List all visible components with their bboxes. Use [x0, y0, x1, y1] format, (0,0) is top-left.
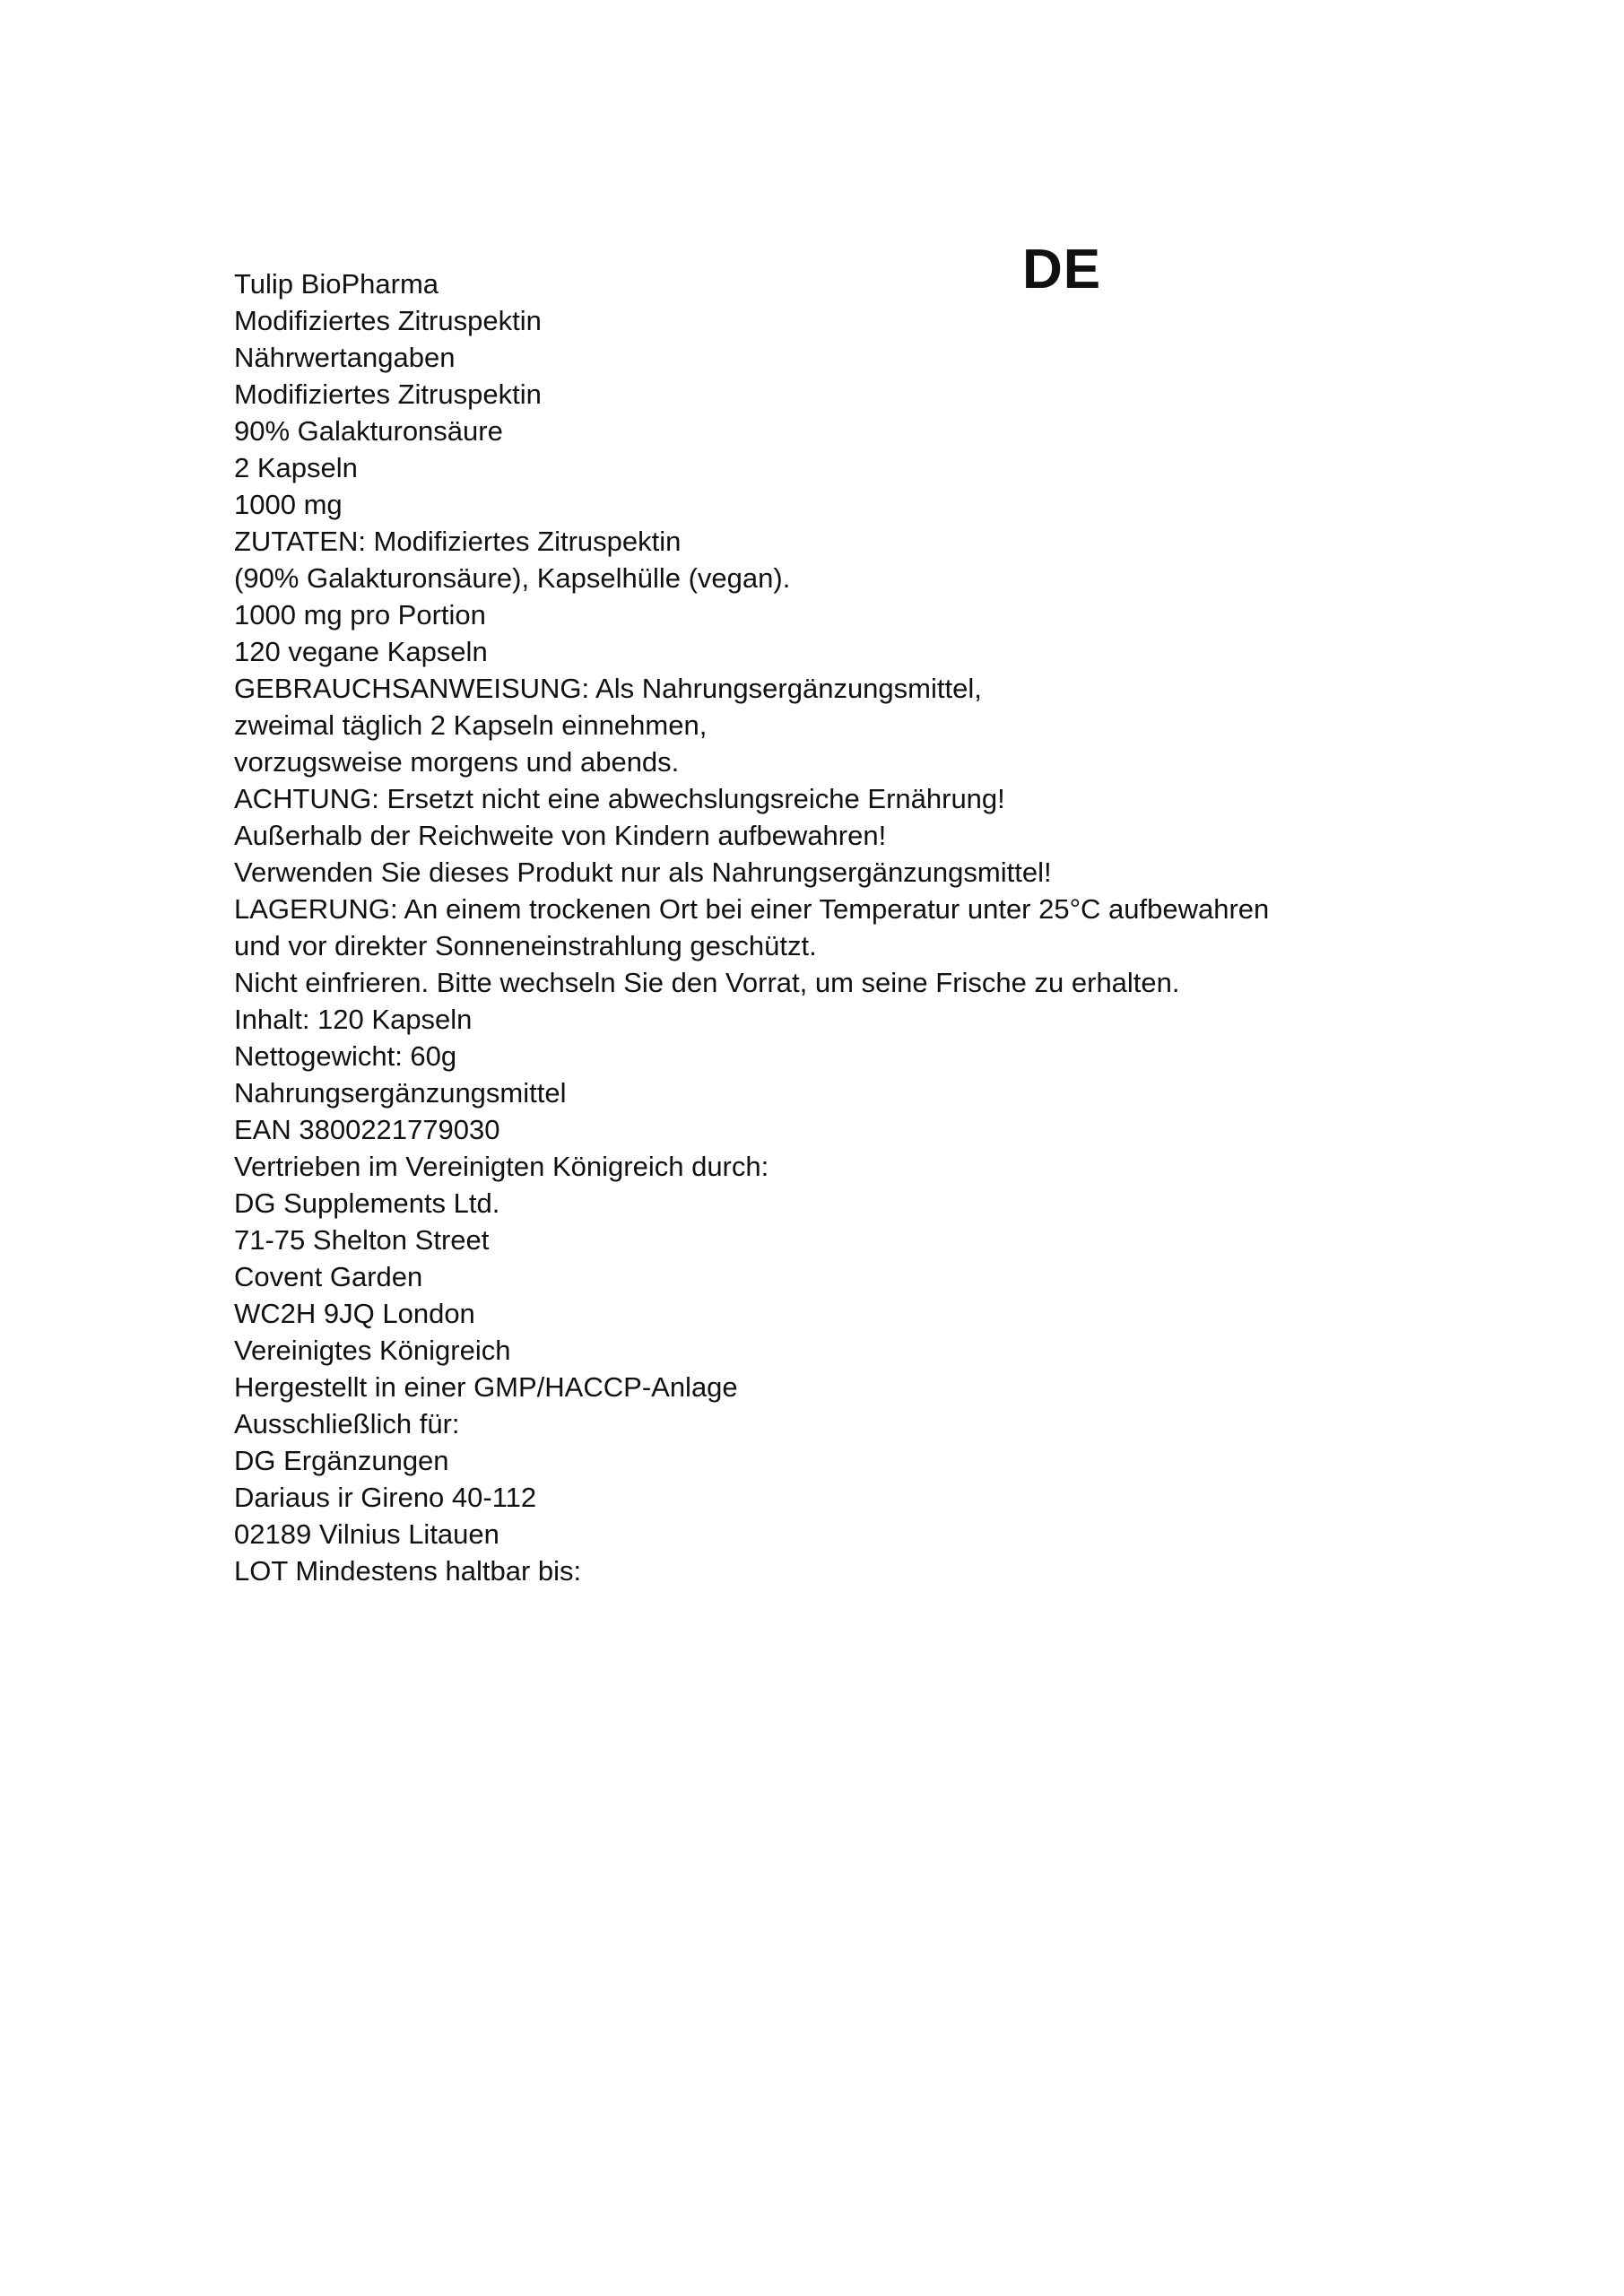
- brand-name: Tulip BioPharma: [234, 268, 439, 300]
- exclusive-address-line: DG Ergänzungen: [234, 1445, 449, 1476]
- capsule-count: 120 vegane Kapseln: [234, 636, 488, 667]
- nutrition-item: Modifiziertes Zitruspektin: [234, 378, 542, 410]
- manufacturing-note: Hergestellt in einer GMP/HACCP-Anlage: [234, 1371, 738, 1403]
- content-line: Inhalt: 120 Kapseln: [234, 1004, 473, 1035]
- net-weight: Nettogewicht: 60g: [234, 1040, 457, 1072]
- product-name: Modifiziertes Zitruspektin: [234, 305, 542, 336]
- product-category: Nahrungsergänzungsmittel: [234, 1077, 567, 1109]
- storage-line: und vor direkter Sonneneinstrahlung geschützt.: [234, 930, 817, 961]
- distributor-address-line: Covent Garden: [234, 1261, 423, 1292]
- storage-line: Nicht einfrieren. Bitte wechseln Sie den Vorrat, um seine Frische zu erhalten.: [234, 967, 1180, 998]
- distributor-address-line: Vereinigtes Königreich: [234, 1335, 511, 1366]
- serving-size: 2 Kapseln: [234, 452, 358, 483]
- exclusive-address-line: 02189 Vilnius Litauen: [234, 1518, 499, 1550]
- distributor-address-line: 71-75 Shelton Street: [234, 1224, 490, 1256]
- per-portion: 1000 mg pro Portion: [234, 599, 486, 631]
- exclusive-address-line: Dariaus ir Gireno 40-112: [234, 1482, 537, 1513]
- distributor-address-line: DG Supplements Ltd.: [234, 1187, 500, 1219]
- language-code: DE: [1022, 239, 1102, 300]
- ingredients-line: (90% Galakturonsäure), Kapselhülle (vegan).: [234, 562, 791, 594]
- usage-line: zweimal täglich 2 Kapseln einnehmen,: [234, 709, 708, 741]
- nutrition-item: 90% Galakturonsäure: [234, 415, 503, 447]
- usage-line: GEBRAUCHSANWEISUNG: Als Nahrungsergänzungsmittel,: [234, 673, 982, 704]
- warning-line: Verwenden Sie dieses Produkt nur als Nahrungsergänzungsmittel!: [234, 857, 1052, 888]
- ingredients-line: ZUTATEN: Modifiziertes Zitruspektin: [234, 526, 682, 557]
- distributor-address-line: WC2H 9JQ London: [234, 1298, 475, 1329]
- label-text-block: [234, 265, 1400, 1589]
- usage-line: vorzugsweise morgens und abends.: [234, 746, 680, 778]
- serving-amount: 1000 mg: [234, 489, 343, 520]
- nutrition-heading: Nährwertangaben: [234, 342, 456, 373]
- storage-line: LAGERUNG: An einem trockenen Ort bei einer Temperatur unter 25°C aufbewahren: [234, 893, 1270, 925]
- ean-code: EAN 3800221779030: [234, 1114, 500, 1145]
- exclusive-heading: Ausschließlich für:: [234, 1408, 460, 1439]
- warning-line: ACHTUNG: Ersetzt nicht eine abwechslungsreiche Ernährung!: [234, 783, 1005, 814]
- warning-line: Außerhalb der Reichweite von Kindern aufbewahren!: [234, 820, 887, 851]
- lot-expiry-line: LOT Mindestens haltbar bis:: [234, 1555, 582, 1587]
- distributor-heading: Vertrieben im Vereinigten Königreich durch:: [234, 1151, 769, 1182]
